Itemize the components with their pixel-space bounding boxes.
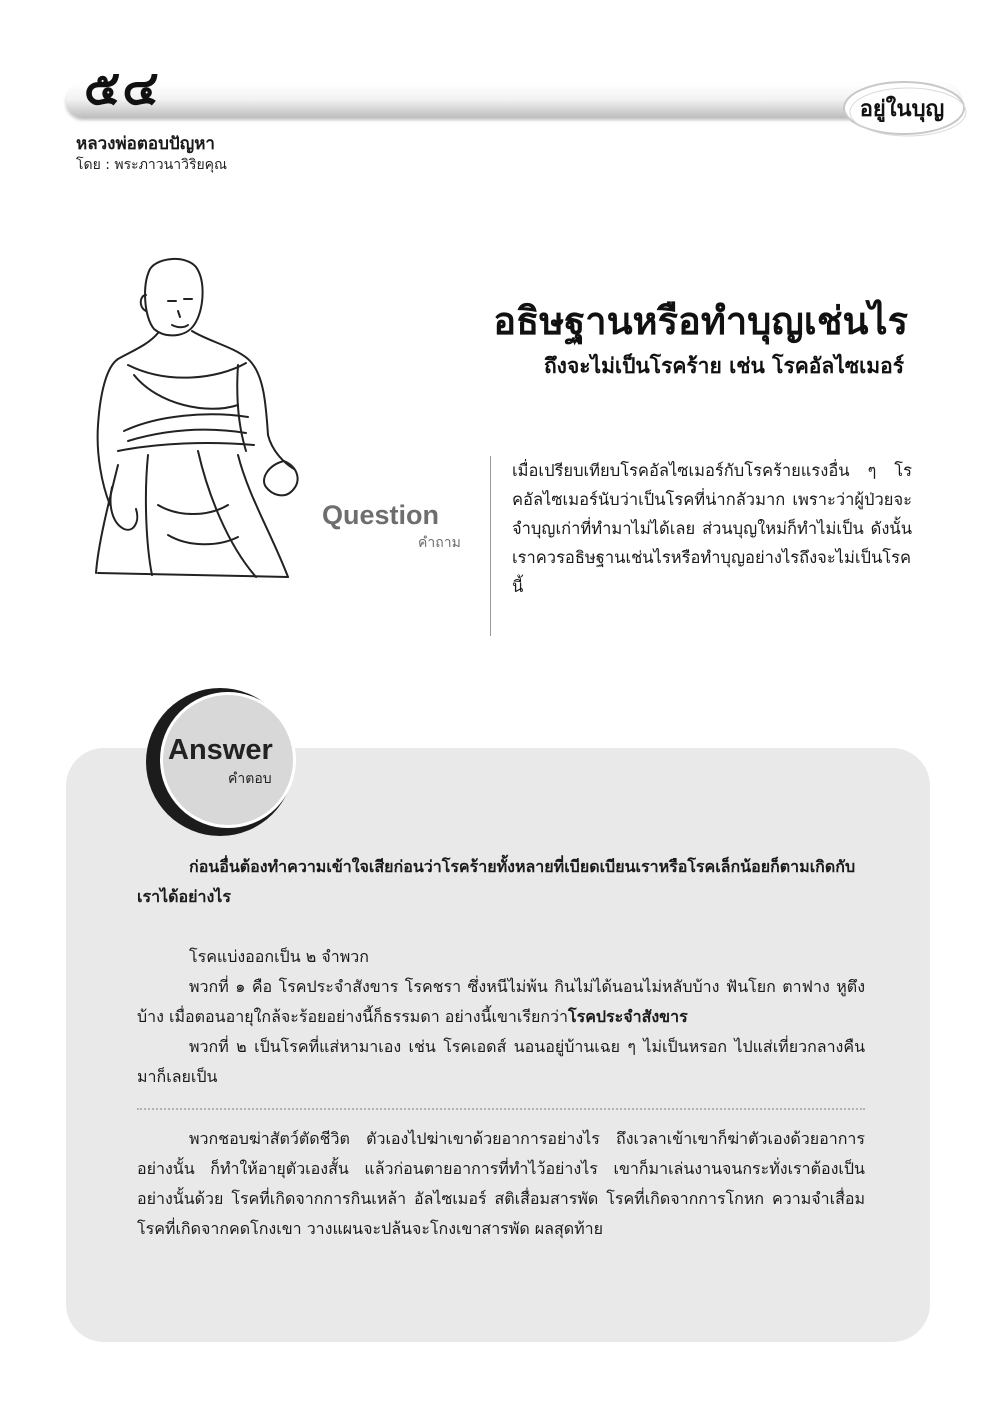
answer-paragraph-3: พวกที่ ๒ เป็นโรคที่แส่หามาเอง เช่น โรคเอดส์ นอนอยู่บ้านเฉย ๆ ไม่เป็นหรอก ไปแส่เที่ยวกลางคืนมาก็เลยเป็น	[137, 1037, 865, 1086]
answer-label-thai: คำตอบ	[228, 771, 272, 787]
question-label: Question	[322, 500, 440, 530]
answer-label: Answer	[168, 734, 273, 766]
question-divider	[490, 456, 491, 636]
question-label-thai: คำถาม	[418, 535, 461, 551]
brand-text: อยู่ในบุญ	[859, 96, 945, 122]
answer-paragraph-2-text: พวกที่ ๑ คือ โรคประจำสังขาร โรคชรา ซึ่งหนีไม่พ้น กินไม่ได้นอนไม่หลับบ้าง ฟันโยก ตาฟาง หูตึงบ้าง เมื่อตอนอายุใกล้จะร้อยอย่างนี้ก็ธรรมดา อย่างนี้เขาเรียกว่า	[137, 977, 865, 1026]
question-subtitle: ถึงจะไม่เป็นโรคร้าย เช่น โรคอัลไซเมอร์	[543, 354, 904, 378]
header-bar	[66, 84, 961, 118]
question-text	[512, 456, 912, 601]
monk-illustration	[88, 255, 308, 580]
dotted-divider	[137, 1108, 865, 1110]
section-title: หลวงพ่อตอบปัญหา	[76, 134, 215, 154]
answer-intro: ก่อนอื่นต้องทำความเข้าใจเสียก่อนว่าโรคร้ายทั้งหลายที่เบียดเบียนเราหรือโรคเล็กน้อยก็ตามเกิดกับเราได้อย่างไร	[137, 857, 856, 906]
page-number: ๕๔	[84, 60, 161, 116]
question-body: เมื่อเปรียบเทียบโรคอัลไซเมอร์กับโรคร้ายแรงอื่น ๆ โรคอัลไซเมอร์นับว่าเป็นโรคที่น่ากลัวมาก เพราะว่าผู้ป่วยจะจำบุญเก่าที่ทำมาไม่ได้เลย ส่วนบุญใหม่ก็ทำไม่เป็น ดังนั้นเราควรอธิษฐานเช่นไรหรือทำบุญอย่างไรถึงจะไม่เป็นโรคนี้	[512, 461, 912, 596]
author-line: โดย : พระภาวนาวิริยคุณ	[76, 157, 228, 173]
question-title: อธิษฐานหรือทำบุญเช่นไร	[493, 301, 908, 343]
answer-paragraph-2	[137, 972, 865, 1032]
answer-paragraph-1: โรคแบ่งออกเป็น ๒ จำพวก	[189, 947, 369, 966]
brand-logo	[832, 74, 972, 144]
answer-body	[137, 852, 865, 1244]
answer-paragraph-2-bold: โรคประจำสังขาร	[568, 1007, 688, 1026]
answer-paragraph-4: พวกชอบฆ่าสัตว์ตัดชีวิต ตัวเองไปฆ่าเขาด้วยอาการอย่างไร ถึงเวลาเข้าเขาก็ฆ่าตัวเองด้วยอาการอย่างนั้น ก็ทำให้อายุตัวเองสั้น แล้วก่อนตายอาการที่ทำไว้อย่างไร เขาก็มาเล่นงานจนกระทั่งเราต้องเป็นอย่างนั้นด้วย โรคที่เกิดจากการกินเหล้า อัลไซเมอร์ สติเสื่อมสารพัด โรคที่เกิดจากการโกหก ความจำเสื่อม โรคที่เกิดจากคดโกงเขา วางแผนจะปล้นจะโกงเขาสารพัด ผลสุดท้าย	[137, 1129, 865, 1238]
